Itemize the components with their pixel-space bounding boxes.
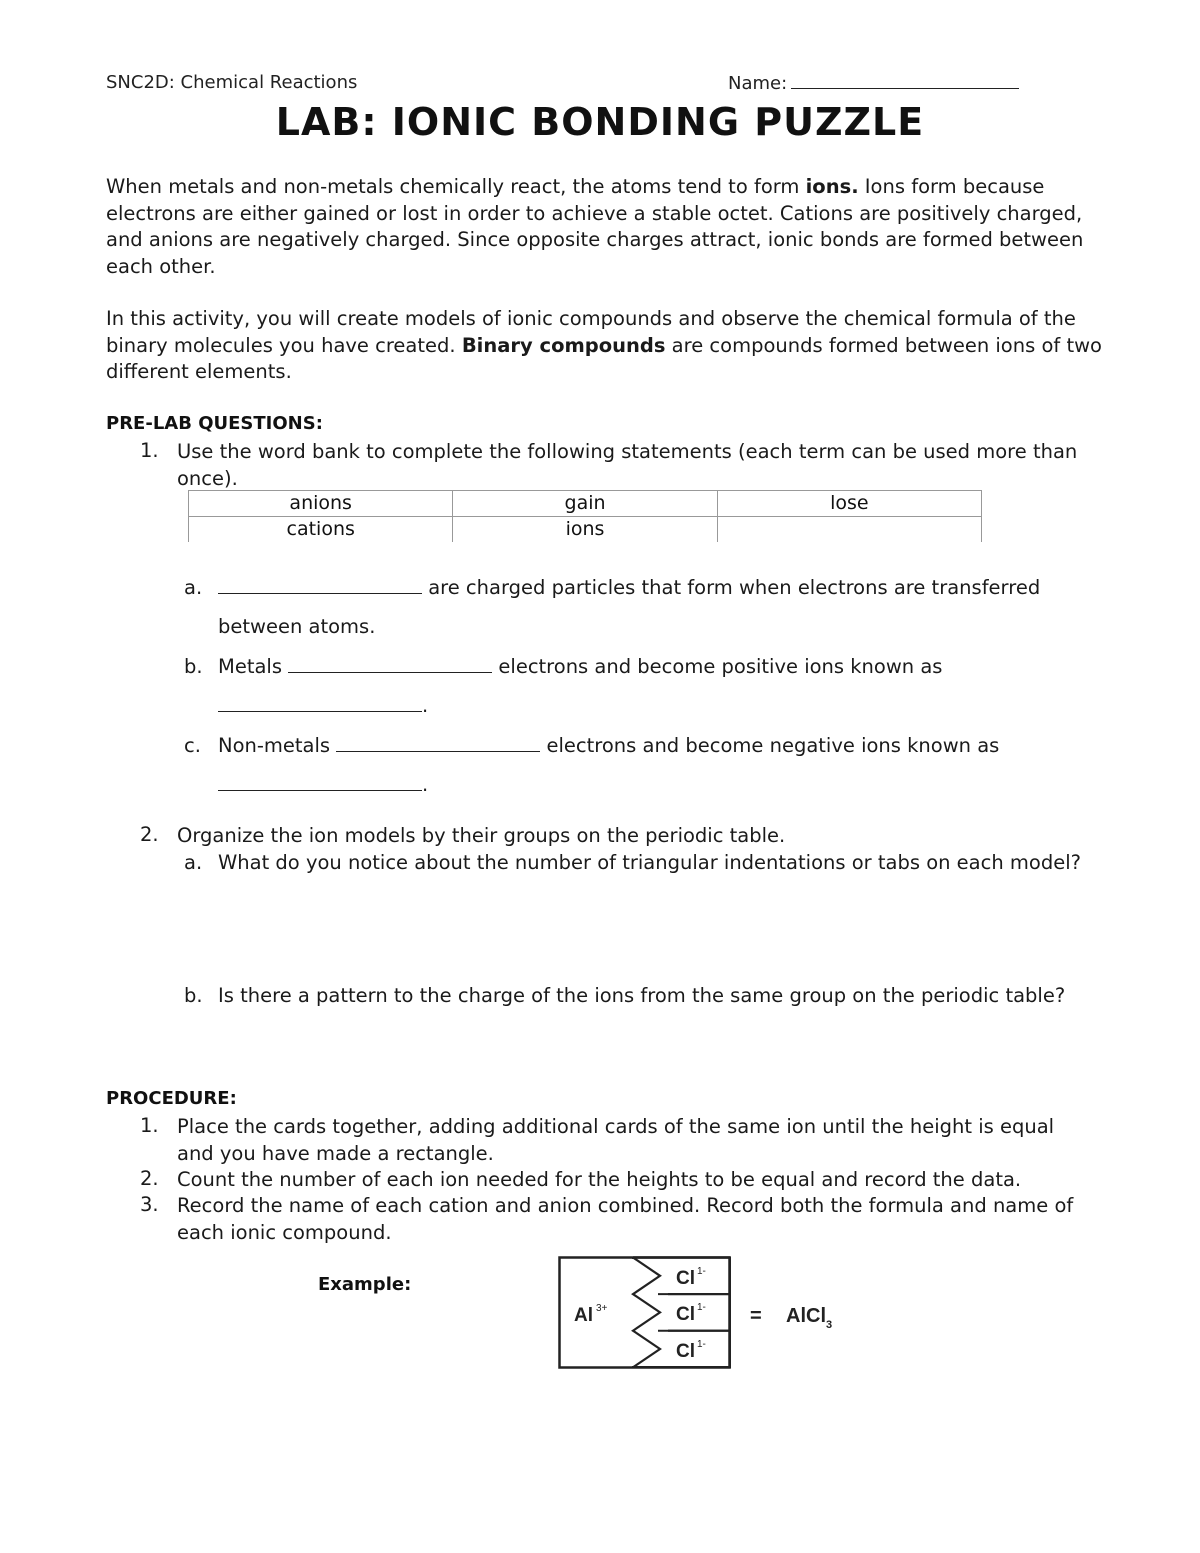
q2-number: 2. bbox=[140, 823, 159, 846]
anion-charge: 1- bbox=[697, 1302, 706, 1313]
q1b-line1: Metals electrons and become positive ions known as bbox=[218, 655, 943, 678]
q1c-line2: . bbox=[218, 772, 428, 799]
course-label: SNC2D: Chemical Reactions bbox=[106, 72, 358, 93]
name-field[interactable] bbox=[728, 72, 1019, 94]
q1b-label: b. bbox=[184, 655, 203, 678]
anion-charge: 1- bbox=[697, 1339, 706, 1350]
procedure-heading: PROCEDURE: bbox=[106, 1088, 237, 1109]
name-label: Name: bbox=[728, 73, 788, 94]
q1c-label: c. bbox=[184, 734, 201, 757]
anion-symbol: Cl bbox=[676, 1304, 695, 1325]
q1c-blank-1[interactable] bbox=[336, 737, 540, 752]
prelab-heading: PRE-LAB QUESTIONS: bbox=[106, 413, 323, 434]
q2a-label: a. bbox=[184, 851, 203, 874]
q2a-text: What do you notice about the number of triangular indentations or tabs on each model? bbox=[218, 851, 1081, 874]
q1c-line1: Non-metals electrons and become negative ions known as bbox=[218, 734, 1000, 757]
word-bank-table bbox=[188, 490, 982, 542]
q1b-blank-2[interactable] bbox=[218, 697, 422, 712]
q2-text: Organize the ion models by their groups on the periodic table. bbox=[177, 824, 786, 847]
word-bank-cell: gain bbox=[453, 491, 717, 517]
q1b-blank-1[interactable] bbox=[288, 658, 492, 673]
anion-charge: 1- bbox=[697, 1266, 706, 1277]
step-2-text: Count the number of each ion needed for the heights to be equal and record the data. bbox=[177, 1168, 1022, 1191]
formula-subscript: 3 bbox=[826, 1319, 833, 1331]
step-1-number: 1. bbox=[140, 1114, 159, 1137]
example-label: Example: bbox=[318, 1274, 412, 1295]
intro-paragraph-1: When metals and non-metals chemically react, the atoms tend to form ions. Ions form because electrons are either gained or lost in order to achieve a stable octet. Cations are positively charged, and anions are negatively charged. Since opposite charges attract, ionic bonds are formed between each other. bbox=[106, 175, 1084, 278]
step-3-number: 3. bbox=[140, 1193, 159, 1216]
formula-symbol: AlCl bbox=[786, 1305, 826, 1327]
anion-symbol: Cl bbox=[676, 1341, 695, 1362]
q1a-blank[interactable] bbox=[218, 579, 422, 594]
q2b-label: b. bbox=[184, 984, 203, 1007]
equals-sign: = bbox=[750, 1305, 762, 1327]
q1a-line2: between atoms. bbox=[218, 615, 376, 638]
page-title: LAB: IONIC BONDING PUZZLE bbox=[275, 100, 925, 144]
word-bank-cell: ions bbox=[453, 517, 717, 543]
q1-number: 1. bbox=[140, 439, 159, 462]
anion-symbol: Cl bbox=[676, 1268, 695, 1289]
word-bank-cell: lose bbox=[717, 491, 981, 517]
cation-charge: 3+ bbox=[596, 1303, 608, 1314]
ionic-puzzle-example-diagram bbox=[558, 1256, 848, 1372]
word-bank-cell: anions bbox=[189, 491, 453, 517]
q1b-line2: . bbox=[218, 693, 428, 720]
q1c-blank-2[interactable] bbox=[218, 776, 422, 791]
word-bank-cell bbox=[717, 517, 981, 543]
q1a-line1: are charged particles that form when electrons are transferred bbox=[218, 575, 1040, 602]
cation-symbol: Al bbox=[574, 1305, 593, 1326]
q1-text: Use the word bank to complete the following statements (each term can be used more than once). bbox=[177, 440, 1078, 490]
step-1-text: Place the cards together, adding additional cards of the same ion until the height is equal and you have made a rectangle. bbox=[177, 1115, 1055, 1165]
q2b-text: Is there a pattern to the charge of the ions from the same group on the periodic table? bbox=[218, 984, 1066, 1007]
intro-paragraph-2: In this activity, you will create models of ionic compounds and observe the chemical formula of the binary molecules you have created. Binary compounds are compounds formed between ions of two different elements. bbox=[106, 307, 1102, 383]
word-bank-cell: cations bbox=[189, 517, 453, 543]
step-3-text: Record the name of each cation and anion combined. Record both the formula and name of each ionic compound. bbox=[177, 1194, 1074, 1244]
step-2-number: 2. bbox=[140, 1167, 159, 1190]
zigzag-mask bbox=[631, 1259, 668, 1366]
name-blank-line[interactable] bbox=[791, 72, 1019, 89]
q1a-label: a. bbox=[184, 576, 203, 599]
